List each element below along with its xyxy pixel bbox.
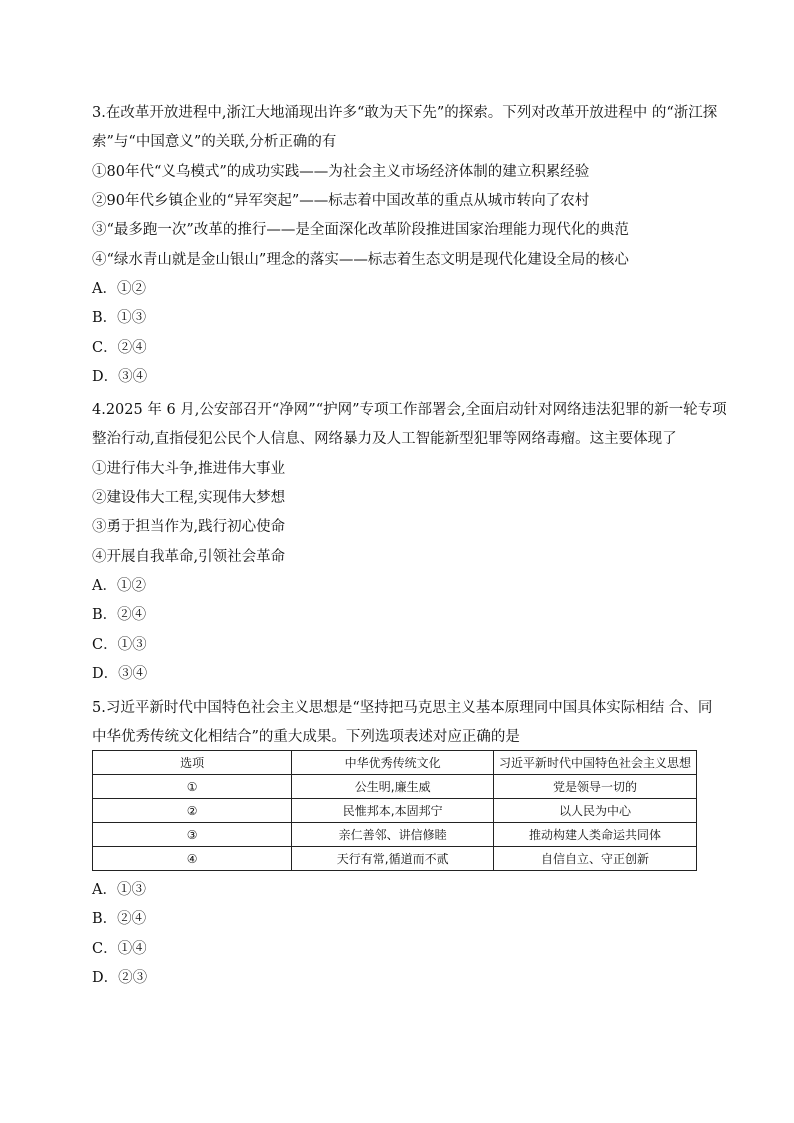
table-row xyxy=(93,847,697,871)
table-cell: 推动构建人类命运共同体 xyxy=(494,823,697,847)
table-header-cell: 选项 xyxy=(93,751,292,775)
q3-stem-line2: 索”与“中国意义”的关联,分析正确的有 xyxy=(92,134,337,150)
q3-option-b[interactable]: B．①③ xyxy=(92,310,147,326)
q5-option-b[interactable]: B．②④ xyxy=(92,911,147,927)
q3-option-a[interactable]: A．①② xyxy=(92,281,146,297)
table-cell: ④ xyxy=(93,847,292,871)
table-cell: 自信自立、守正创新 xyxy=(494,847,697,871)
q3-item-4: ④“绿水青山就是金山银山”理念的落实——标志着生态文明是现代化建设全局的核心 xyxy=(92,252,629,268)
q4-option-b[interactable]: B．②④ xyxy=(92,607,147,623)
q3-item-3: ③“最多跑一次”改革的推行——是全面深化改革阶段推进国家治理能力现代化的典范 xyxy=(92,222,629,238)
q5-comparison-table xyxy=(92,750,697,871)
q4-stem-line1: 4.2025 年 6 月,公安部召开“净网”“护网”专项工作部署会,全面启动针对网络违法犯罪的新一轮专项 xyxy=(92,402,727,418)
q5-option-c[interactable]: C．①④ xyxy=(92,941,147,957)
table-cell: 亲仁善邻、讲信修睦 xyxy=(292,823,494,847)
q4-item-4: ④开展自我革命,引领社会革命 xyxy=(92,549,286,565)
table-header-cell: 习近平新时代中国特色社会主义思想 xyxy=(494,751,697,775)
q4-item-1: ①进行伟大斗争,推进伟大事业 xyxy=(92,461,286,477)
table-cell: ① xyxy=(93,775,292,799)
table-cell: 天行有常,循道而不贰 xyxy=(292,847,494,871)
q4-stem-line2: 整治行动,直指侵犯公民个人信息、网络暴力及人工智能新型犯罪等网络毒瘤。这主要体现了 xyxy=(92,431,677,447)
table-cell: ② xyxy=(93,799,292,823)
q4-option-c[interactable]: C．①③ xyxy=(92,637,147,653)
q3-stem-line1: 3.在改革开放进程中,浙江大地涌现出许多“敢为天下先”的探索。下列对改革开放进程中 的“浙江探 xyxy=(92,105,718,121)
q5-option-a[interactable]: A．①③ xyxy=(92,882,146,898)
table-cell: 以人民为中心 xyxy=(494,799,697,823)
q4-option-a[interactable]: A．①② xyxy=(92,578,146,594)
q4-option-d[interactable]: D．③④ xyxy=(92,666,148,682)
q3-option-c[interactable]: C．②④ xyxy=(92,340,147,356)
table-row xyxy=(93,775,697,799)
table-header-row xyxy=(93,751,697,775)
q3-item-1: ①80年代“义乌模式”的成功实践——为社会主义市场经济体制的建立积累经验 xyxy=(92,164,590,180)
q4-item-2: ②建设伟大工程,实现伟大梦想 xyxy=(92,490,286,506)
q3-item-2: ②90年代乡镇企业的“异军突起”——标志着中国改革的重点从城市转向了农村 xyxy=(92,193,590,209)
table-cell: 民惟邦本,本固邦宁 xyxy=(292,799,494,823)
q5-option-d[interactable]: D．②③ xyxy=(92,970,148,986)
table-cell: 公生明,廉生威 xyxy=(292,775,494,799)
table-row xyxy=(93,799,697,823)
table-row xyxy=(93,823,697,847)
table-cell: ③ xyxy=(93,823,292,847)
q4-item-3: ③勇于担当作为,践行初心使命 xyxy=(92,519,286,535)
table-cell: 党是领导一切的 xyxy=(494,775,697,799)
table-header-cell: 中华优秀传统文化 xyxy=(292,751,494,775)
q3-option-d[interactable]: D．③④ xyxy=(92,369,148,385)
q5-stem-line1: 5.习近平新时代中国特色社会主义思想是“坚持把马克思主义基本原理同中国具体实际相结 合、同 xyxy=(92,700,713,716)
q5-stem-line2: 中华优秀传统文化相结合”的重大成果。下列选项表述对应正确的是 xyxy=(92,729,520,745)
